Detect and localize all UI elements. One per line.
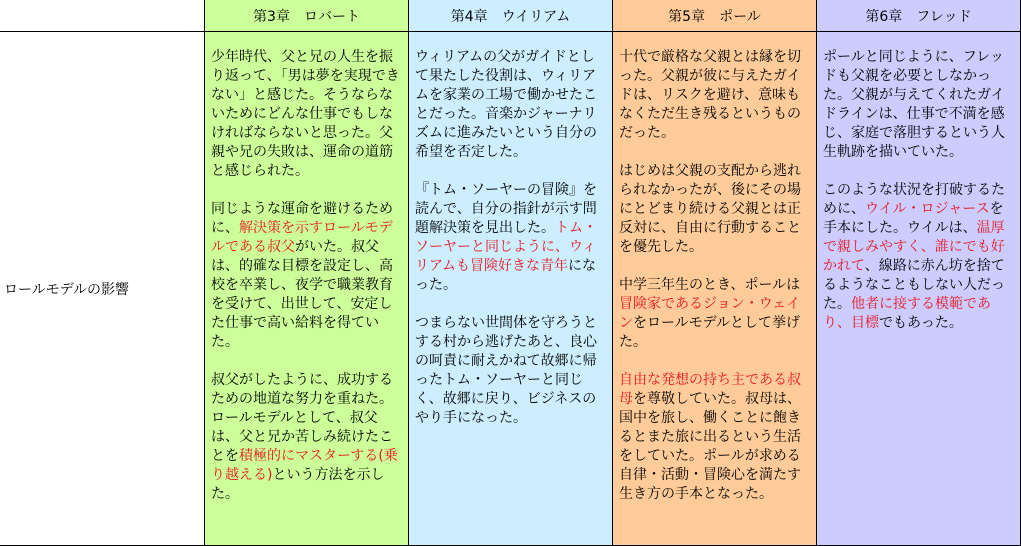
paragraph	[823, 181, 1014, 333]
body-text: はじめは父親の支配から逃れられなかったが、後にその場にとどまり続ける父親とは正反対に、自由に行動することを優先した。	[619, 163, 801, 255]
body-text: 叔父がしたように、成功するための地道な努力を重ねた。ロールモデルとして、叔父は、父と兄か苦しみ続けたことを	[211, 372, 393, 464]
paragraph	[211, 200, 402, 352]
body-text: 少年時代、父と兄の人生を振り返って、「男は夢を実現できない」と感じた。そうならないためにどんな仕事でもしなければならないと思った。父親や兄の失敗は、運命の道筋と感じられた。	[211, 49, 400, 179]
paragraph	[619, 48, 810, 143]
highlight-text: 自由な発想の持ち主である叔母	[619, 372, 801, 407]
paragraph	[619, 276, 810, 352]
paragraph	[823, 48, 1014, 162]
body-chapter-6	[817, 32, 1021, 546]
body-text: を手本にした。ウイルは、	[823, 201, 1004, 236]
body-text: 、線路に赤ん坊を捨てるようなこともしない人だった。	[823, 258, 1005, 312]
body-text: つまらない世間体を守ろうとする村から逃げたあと、良心の呵責に耐えかねて故郷に帰ったトム・ソーヤーと同じく、故郷に戻り、ビジネスのやり手になった。	[415, 315, 597, 426]
body-text: をロールモデルとして挙げた。	[619, 315, 801, 350]
body-text: このような状況を打破するために、	[823, 182, 1005, 217]
highlight-text: ウイル・ロジャース	[865, 201, 990, 217]
header-chapter-5: 第5章 ポール	[613, 0, 817, 32]
body-text: という方法を示した。	[211, 467, 385, 502]
corner-cell	[0, 0, 205, 32]
body-text: でもあった。	[879, 315, 963, 331]
paragraph	[415, 181, 606, 295]
header-chapter-3: 第3章 ロバート	[205, 0, 409, 32]
body-text: 『トム・ソーヤーの冒険』を読んで、自分の指針が示す問題解決策を見出した。	[415, 182, 597, 236]
body-text: がいた。叔父は、的確な目標を設定し、高校を卒業し、夜学で職業教育を受けて、出世して、安定した仕事で高い給料を得ていた。	[211, 239, 393, 350]
header-chapter-6: 第6章 フレッド	[817, 0, 1021, 32]
body-text: 同じような運命を避けるために、	[211, 201, 393, 236]
paragraph	[211, 48, 402, 181]
body-chapter-3	[205, 32, 409, 546]
body-text: になった。	[415, 258, 597, 293]
body-chapter-4	[409, 32, 613, 546]
body-text: ウィリアムの父がガイドとして果たした役割は、ウィリアムを家業の工場で働かせたことだった。音楽かジャーナリズムに進みたいという自分の希望を否定した。	[415, 49, 597, 160]
paragraph	[619, 371, 810, 504]
highlight-text: 他者に接する模範であり、目標	[823, 296, 991, 331]
highlight-text: トム・ソーヤーと同じように、ウィリアムも冒険好きな青年	[415, 220, 597, 274]
paragraph	[211, 371, 402, 504]
paragraph	[619, 162, 810, 257]
body-text: を尊敬していた。叔母は、国中を旅し、働くことに飽きるとまた旅に出るという生活をしていた。ポールが求める自律・活動・冒険心を満たす生き方の手本となった。	[619, 391, 801, 502]
paragraph	[415, 48, 606, 162]
header-chapter-4: 第4章 ウイリアム	[409, 0, 613, 32]
body-text: ポールと同じように、フレッドも父親を必要としなかった。父親が与えてくれたガイドラインは、仕事で不満を感じ、家庭で落胆するという人生軌跡を描いていた。	[823, 49, 1005, 160]
body-text: 中学三年生のとき、ポールは	[619, 277, 801, 293]
body-text: 十代で厳格な父親とは縁を切った。父親が彼に与えたガイドは、リスクを避け、意味もなくただ生き残るというものだった。	[619, 49, 801, 141]
row-label: ロールモデルの影響	[0, 32, 205, 546]
highlight-text: 温厚で親しみやすく、誰にでも好かれて	[823, 220, 1005, 274]
highlight-text: 解決策を示すロールモデルである叔父	[211, 220, 393, 255]
body-chapter-5	[613, 32, 817, 546]
paragraph	[415, 314, 606, 428]
highlight-text: 積極的にマスターする(乗り越える)	[211, 448, 398, 483]
highlight-text: 冒険家であるジョン・ウェイン	[619, 296, 801, 331]
